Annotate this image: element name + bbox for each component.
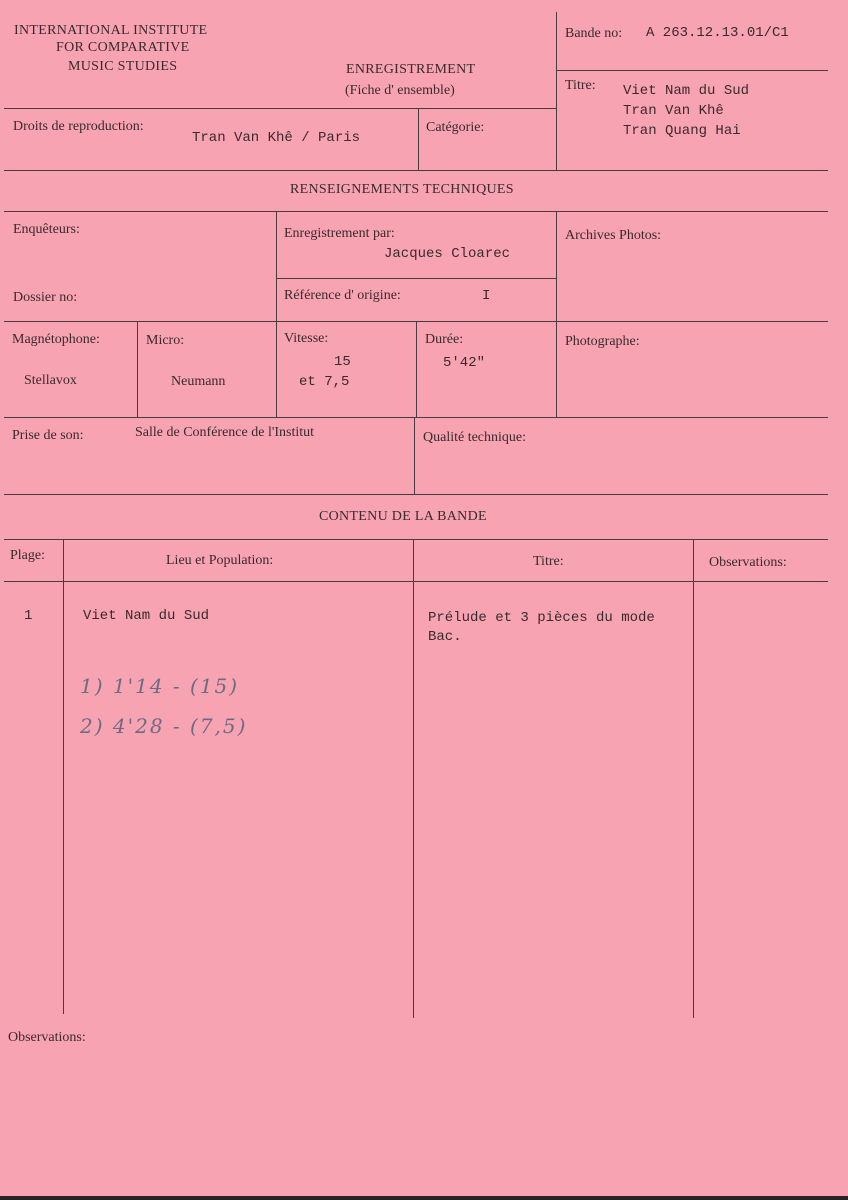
divider: [4, 170, 828, 171]
photographe-label: Photographe:: [565, 334, 640, 349]
divider: [276, 278, 556, 279]
col-header-lieu: Lieu et Population:: [166, 553, 274, 568]
magnetophone-label: Magnétophone:: [12, 332, 100, 347]
sheet-bottom-edge: [0, 1196, 848, 1200]
divider: [416, 321, 417, 417]
prise-de-son-value: Salle de Conférence de l'Institut: [135, 425, 315, 440]
divider: [4, 539, 828, 540]
divider: [414, 417, 415, 494]
titre-line-1: Viet Nam du Sud: [623, 83, 750, 99]
row-lieu: Viet Nam du Sud: [83, 608, 210, 624]
col-header-observations: Observations:: [709, 555, 787, 570]
vitesse-value-2: et 7,5: [299, 374, 350, 390]
institute-name-line-2: FOR COMPARATIVE: [56, 40, 190, 55]
divider: [556, 211, 557, 417]
row-plage: 1: [24, 608, 33, 624]
prise-de-son-label: Prise de son:: [12, 428, 84, 443]
categorie-label: Catégorie:: [426, 120, 485, 135]
divider: [276, 211, 277, 417]
bande-label: Bande no:: [565, 26, 623, 41]
enregistrement-label: Enregistrement par:: [284, 226, 395, 241]
duree-value: 5'42": [443, 355, 486, 371]
handwritten-note-1: 1) 1'14 - (15): [80, 674, 240, 698]
divider: [556, 70, 828, 71]
enqueteurs-label: Enquêteurs:: [13, 222, 80, 237]
institute-name-line-1: INTERNATIONAL INSTITUTE: [14, 23, 208, 38]
titre-line-2: Tran Van Khê: [623, 103, 724, 119]
vitesse-label: Vitesse:: [284, 331, 329, 346]
vitesse-value-1: 15: [334, 354, 351, 370]
dossier-label: Dossier no:: [13, 290, 78, 305]
col-header-plage: Plage:: [10, 548, 45, 563]
divider: [556, 12, 557, 170]
contents-section-title: CONTENU DE LA BANDE: [319, 509, 487, 524]
divider: [693, 539, 694, 1018]
droits-label: Droits de reproduction:: [13, 119, 144, 134]
duree-label: Durée:: [425, 332, 464, 347]
archives-photos-label: Archives Photos:: [565, 228, 662, 243]
divider: [418, 108, 419, 170]
handwritten-note-2: 2) 4'28 - (7,5): [80, 714, 248, 738]
enregistrement-value: Jacques Cloarec: [384, 246, 511, 262]
technical-section-title: RENSEIGNEMENTS TECHNIQUES: [290, 182, 514, 197]
bande-value: A 263.12.13.01/C1: [646, 25, 789, 41]
qualite-technique-label: Qualité technique:: [423, 430, 527, 445]
magnetophone-value: Stellavox: [24, 373, 77, 388]
divider: [4, 581, 828, 582]
titre-line-3: Tran Quang Hai: [623, 123, 741, 139]
reference-value: I: [482, 288, 491, 304]
divider: [4, 108, 556, 109]
micro-value: Neumann: [171, 374, 226, 389]
titre-label: Titre:: [565, 78, 596, 93]
institute-name-line-3: MUSIC STUDIES: [68, 59, 178, 74]
droits-value: Tran Van Khê / Paris: [192, 130, 361, 146]
row-titre-line-1: Prélude et 3 pièces du mode: [428, 610, 655, 626]
row-titre-line-2: Bac.: [428, 629, 462, 645]
form-subtitle: (Fiche d' ensemble): [345, 83, 455, 98]
micro-label: Micro:: [146, 333, 185, 348]
divider: [137, 321, 138, 417]
divider: [4, 211, 828, 212]
divider: [4, 417, 828, 418]
divider: [413, 539, 414, 1018]
divider: [4, 494, 828, 495]
divider: [63, 539, 64, 1014]
reference-label: Référence d' origine:: [284, 288, 401, 303]
form-title: ENREGISTREMENT: [346, 62, 476, 77]
footer-observations-label: Observations:: [8, 1030, 86, 1045]
col-header-titre: Titre:: [533, 554, 564, 569]
